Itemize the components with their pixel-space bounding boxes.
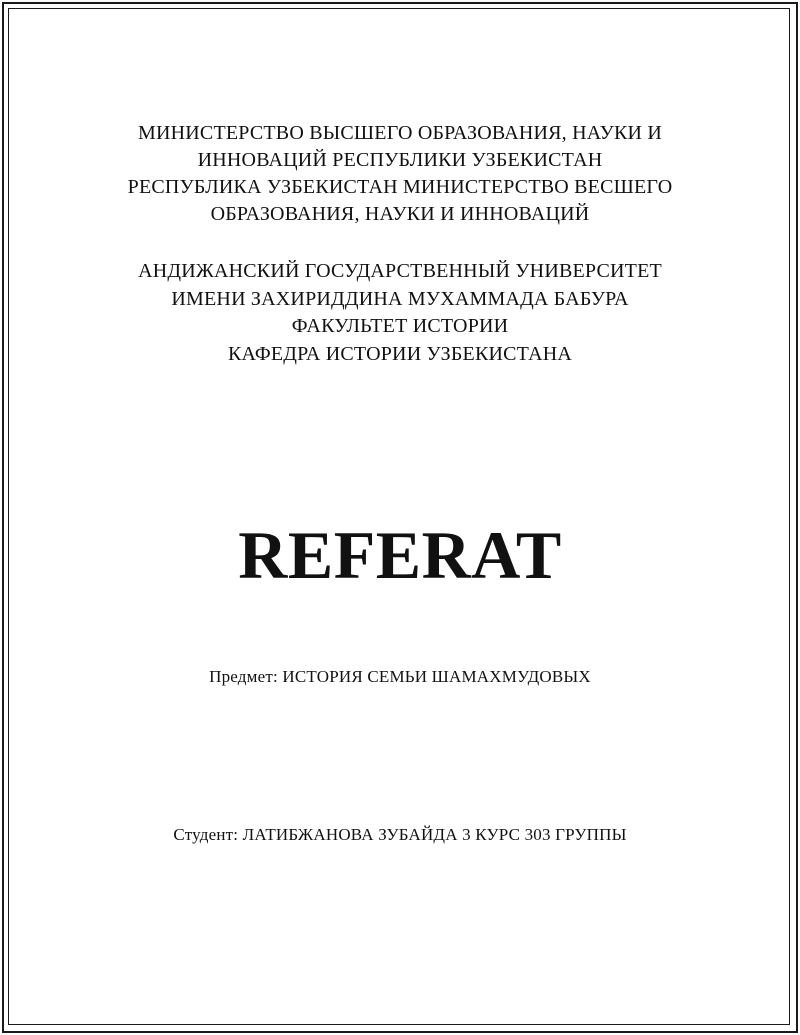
ministry-line: ОБРАЗОВАНИЯ, НАУКИ И ИННОВАЦИЙ — [210, 203, 590, 225]
faculty-line: ФАКУЛЬТЕТ ИСТОРИИ — [291, 315, 509, 337]
ministry-line: ИННОВАЦИЙ РЕСПУБЛИКИ УЗБЕКИСТАН — [197, 149, 603, 171]
subject-label: Предмет: — [209, 667, 278, 686]
subject-line — [0, 666, 800, 688]
ministry-header — [0, 120, 800, 228]
department-line: КАФЕДРА ИСТОРИИ УЗБЕКИСТАНА — [227, 342, 573, 365]
university-header — [0, 258, 800, 368]
student-label: Студент: — [173, 825, 239, 844]
subject-value: ИСТОРИЯ СЕМЬИ ШАМАХМУДОВЫХ — [282, 667, 591, 686]
ministry-line: МИНИСТЕРСТВО ВЫСШЕГО ОБРАЗОВАНИЯ, НАУКИ И — [138, 122, 662, 144]
university-line: ИМЕНИ ЗАХИРИДДИНА МУХАММАДА БАБУРА — [171, 287, 629, 310]
ministry-line: РЕСПУБЛИКА УЗБЕКИСТАН МИНИСТЕРСТВО ВЕСШЕГО — [127, 176, 673, 198]
student-line — [0, 824, 800, 846]
university-line: АНДИЖАНСКИЙ ГОСУДАРСТВЕННЫЙ УНИВЕРСИТЕТ — [138, 260, 662, 282]
student-value: ЛАТИБЖАНОВА ЗУБАЙДА 3 КУРС 303 ГРУППЫ — [242, 825, 627, 844]
document-title: REFERAT — [238, 517, 562, 593]
